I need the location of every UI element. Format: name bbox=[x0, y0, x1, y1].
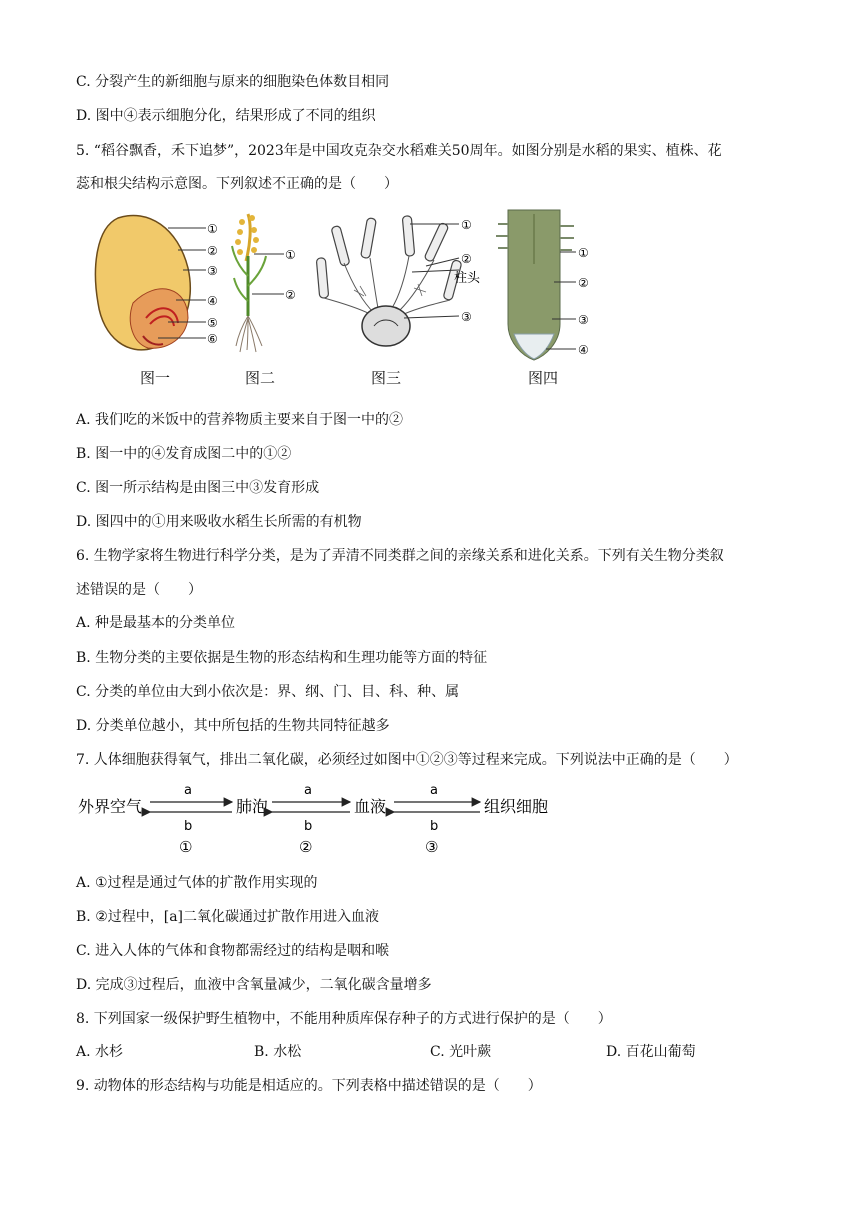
q9-stem: 9. 动物体的形态结构与功能是相适应的。下列表格中描述错误的是（ ） bbox=[76, 1078, 542, 1094]
node-alveoli: 肺泡 bbox=[236, 797, 269, 816]
fig4-label-4: ④ bbox=[578, 343, 589, 357]
arrow-a-1: a bbox=[184, 783, 192, 798]
fig1-label-4: ④ bbox=[207, 294, 218, 308]
q7-option-b: B. ②过程中，[a]二氧化碳通过扩散作用进入血液 bbox=[76, 909, 380, 925]
q8-stem: 8. 下列国家一级保护野生植物中，不能用种质库保存种子的方式进行保护的是（ ） bbox=[76, 1011, 612, 1027]
fig2-label-1: ① bbox=[285, 248, 296, 262]
node-tissue-cells: 组织细胞 bbox=[484, 797, 549, 816]
fig3-label-3: ③ bbox=[461, 310, 472, 324]
q6-option-a: A. 种是最基本的分类单位 bbox=[76, 615, 236, 631]
arrow-b-1: b bbox=[184, 819, 193, 834]
q5-option-b: B. 图一中的④发育成图二中的①② bbox=[76, 446, 292, 462]
step-3: ③ bbox=[425, 838, 439, 856]
q8-option-d: D. 百花山葡萄 bbox=[606, 1044, 696, 1060]
fig1-label-5: ⑤ bbox=[207, 316, 218, 330]
arrow-a-2: a bbox=[304, 783, 312, 798]
q7-option-d: D. 完成③过程后，血液中含氧量减少，二氧化碳含量增多 bbox=[76, 977, 432, 993]
q5-option-a: A. 我们吃的米饭中的营养物质主要来自于图一中的② bbox=[76, 412, 404, 428]
fig3-label-1: ① bbox=[461, 218, 472, 232]
q5-stem-line2: 蕊和根尖结构示意图。下列叙述不正确的是（ ） bbox=[76, 176, 398, 192]
arrow-b-3: b bbox=[430, 819, 439, 834]
fig1-caption: 图一 bbox=[140, 369, 171, 387]
fig3-caption: 图三 bbox=[371, 369, 402, 387]
prev-option-d: D. 图中④表示细胞分化，结果形成了不同的组织 bbox=[76, 108, 376, 124]
arrow-a-3: a bbox=[430, 783, 438, 798]
step-2: ② bbox=[299, 838, 313, 856]
q5-figure3-flower-pistil-stamen bbox=[314, 208, 494, 358]
q6-option-c: C. 分类的单位由大到小依次是：界、纲、门、目、科、种、属 bbox=[76, 684, 460, 700]
fig1-label-6: ⑥ bbox=[207, 332, 218, 346]
q5-stem-line1: 5. “稻谷飘香，禾下追梦”，2023年是中国攻克杂交水稻难关50周年。如图分别是水稻的果实、植株、花 bbox=[76, 143, 722, 159]
q6-stem-line1: 6. 生物学家将生物进行科学分类，是为了弄清不同类群之间的亲缘关系和进化关系。下列有关生物分类叙 bbox=[76, 548, 724, 564]
prev-option-c: C. 分裂产生的新细胞与原来的细胞染色体数目相同 bbox=[76, 74, 390, 90]
q5-option-c: C. 图一所示结构是由图三中③发育形成 bbox=[76, 480, 320, 496]
q8-option-b: B. 水松 bbox=[254, 1044, 302, 1060]
node-outside-air: 外界空气 bbox=[78, 797, 143, 816]
fig1-label-2: ② bbox=[207, 244, 218, 258]
fig4-label-1: ① bbox=[578, 246, 589, 260]
fig3-label-stigma: 柱头 bbox=[454, 271, 481, 286]
q6-option-b: B. 生物分类的主要依据是生物的形态结构和生理功能等方面的特征 bbox=[76, 650, 488, 666]
q8-option-c: C. 光叶蕨 bbox=[430, 1044, 492, 1060]
q5-figure1-rice-grain bbox=[88, 208, 228, 358]
q8-option-a: A. 水杉 bbox=[76, 1044, 124, 1060]
q7-gas-exchange-diagram bbox=[76, 780, 566, 860]
q6-stem-line2: 述错误的是（ ） bbox=[76, 582, 202, 598]
step-1: ① bbox=[179, 838, 193, 856]
fig2-label-2: ② bbox=[285, 288, 296, 302]
arrow-b-2: b bbox=[304, 819, 313, 834]
q7-option-a: A. ①过程是通过气体的扩散作用实现的 bbox=[76, 875, 318, 891]
q5-option-d: D. 图四中的①用来吸收水稻生长所需的有机物 bbox=[76, 514, 362, 530]
q5-figure2-rice-plant bbox=[228, 206, 308, 356]
fig2-caption: 图二 bbox=[245, 369, 276, 387]
q7-option-c: C. 进入人体的气体和食物都需经过的结构是咽和喉 bbox=[76, 943, 390, 959]
fig4-caption: 图四 bbox=[528, 369, 559, 387]
fig1-label-3: ③ bbox=[207, 264, 218, 278]
fig4-label-3: ③ bbox=[578, 313, 589, 327]
fig3-label-2: ② bbox=[461, 252, 472, 266]
q6-option-d: D. 分类单位越小，其中所包括的生物共同特征越多 bbox=[76, 718, 390, 734]
fig4-label-2: ② bbox=[578, 276, 589, 290]
q7-stem: 7. 人体细胞获得氧气，排出二氧化碳，必须经过如图中①②③等过程来完成。下列说法中正确的是（ ） bbox=[76, 752, 738, 768]
fig1-label-1: ① bbox=[207, 222, 218, 236]
q5-figure4-root-tip bbox=[494, 204, 604, 364]
node-blood: 血液 bbox=[354, 797, 387, 816]
